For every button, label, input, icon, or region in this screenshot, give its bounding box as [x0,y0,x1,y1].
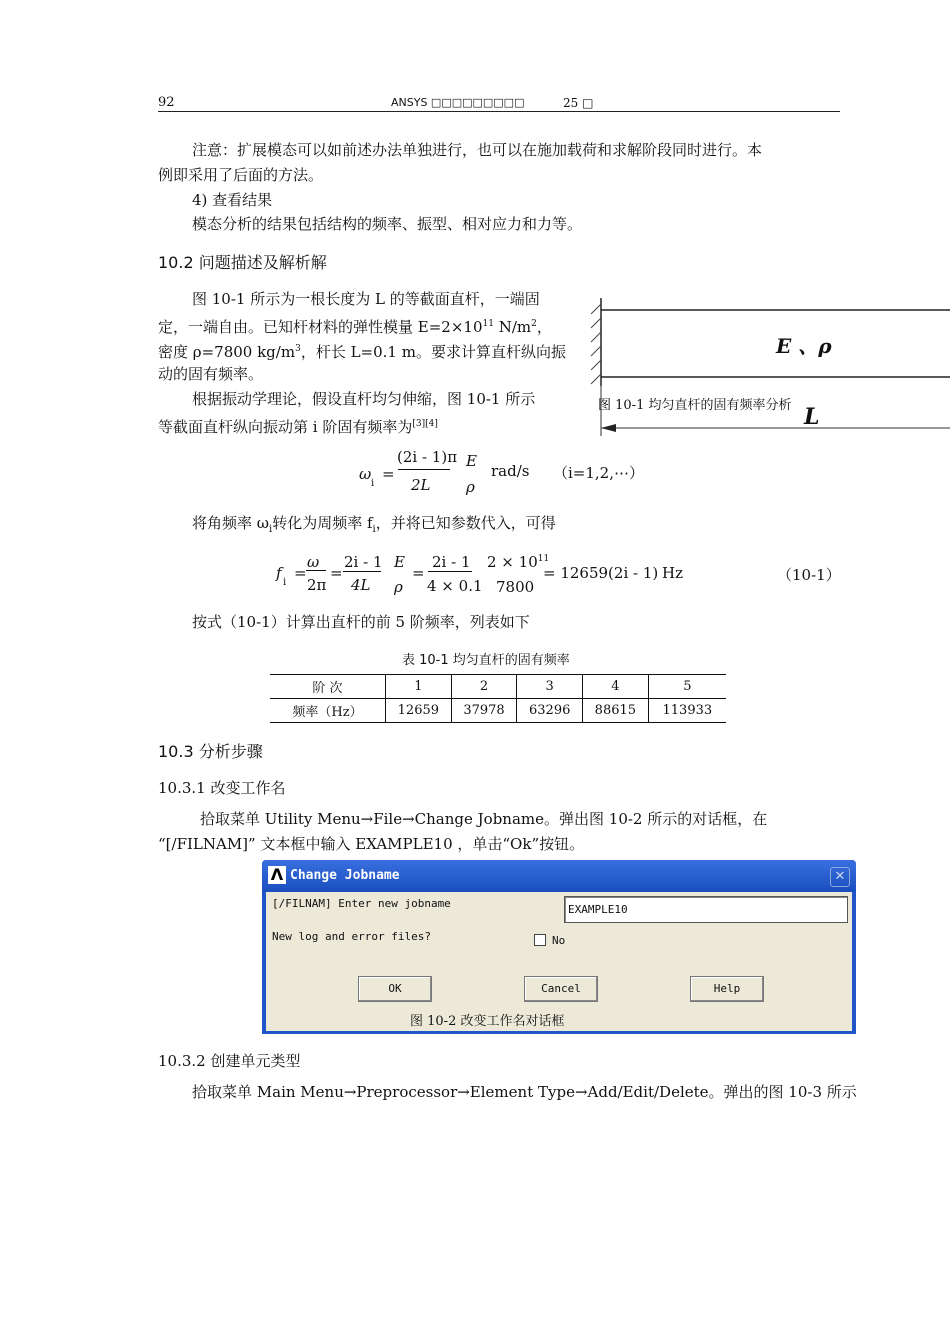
cancel-button[interactable]: Cancel [524,976,598,1002]
p1-line-2: 定，一端自由。已知杆材料的弹性模量 $E=2\times 10^{11}$ $N/m^2$， [158,318,552,336]
f2-t3-den: 4 × 0.1 [427,577,483,595]
table-10-1 [270,674,726,723]
table-row [270,699,726,723]
f2-t2-sqrt-num: E [394,553,405,571]
f2-t3-sqrt-den: 7800 [496,578,535,596]
f2-t1-num: ω [307,553,320,571]
f2-unit: Hz [662,564,683,582]
header-rule [158,111,840,112]
dialog-title-bar[interactable] [262,860,856,892]
no-checkbox-label: No [552,934,566,947]
sub1-line-1: 拾取菜单 Utility Menu→File→Change Jobname。弹出图 10-2 所示的对话框，在 [200,810,768,828]
table-cell: 113933 [648,699,726,723]
label-length: L [804,404,820,430]
close-icon[interactable]: ✕ [830,867,850,887]
label-e-rho: E 、ρ [776,334,832,358]
p1-line-3: 密度 ρ=7800 $kg/m^3$，杆长 L=0.1 m。要求计算直杆纵向振 [158,343,566,361]
subsection-10-3-2-heading: 10.3.2 创建单元类型 [158,1052,301,1070]
section-10-3-heading: 10.3 分析步骤 [158,742,263,761]
f2-lhs-sub: i [283,577,287,588]
sub2-line-1: 拾取菜单 Main Menu→Preprocessor→Element Type→Add/Edit/Delete。弹出的图 10-3 所示 [192,1083,857,1101]
f1-lhs-sub: i [371,478,375,489]
f2-eq3: = [412,564,425,582]
change-jobname-dialog [262,860,856,1034]
table-cell: 1 [386,675,452,699]
table-cell: 阶 次 [270,675,386,699]
f1-lhs: ω [359,465,372,483]
f2-eq-number: （10-1） [777,566,841,584]
no-checkbox[interactable] [534,934,546,946]
f2-t1-den: 2π [307,576,327,594]
dialog-title: Change Jobname [290,868,400,883]
f1-sqrt-num: E [466,452,477,470]
table-row [270,675,726,699]
results-text: 模态分析的结果包括结构的频率、振型、相对应力和力等。 [192,215,583,233]
f2-t2-sqrt-den: ρ [394,578,403,596]
filnam-label: [/FILNAM] Enter new jobname [272,897,451,910]
table-cell: 88615 [583,699,649,723]
jobname-input[interactable]: EXAMPLE10 [564,896,848,923]
table-cell: 37978 [451,699,517,723]
f2-t2-bar [343,571,381,572]
figure-10-1 [588,290,950,440]
f1-fraction-bar [398,469,450,470]
f2-t1-bar [306,570,326,571]
f2-t2-num: 2i - 1 [344,553,383,571]
help-button[interactable]: Help [690,976,764,1002]
f2-result: = 12659(2i - 1) [543,564,659,582]
p1-line-1: 图 10-1 所示为一根长度为 L 的等截面直杆，一端固 [192,290,540,308]
f2-eq2: = [330,564,343,582]
f2-t3-sqrt-num: $2 \times 10^{11}$ [487,553,550,571]
f2-t3-bar [428,571,472,572]
p2-line-2: 等截面直杆纵向振动第 i 阶固有频率为[3][4] [158,418,438,436]
dialog-caption: 图 10-2 改变工作名对话框 [410,1014,565,1029]
f2-t3-num: 2i - 1 [432,553,471,571]
f1-den: 2L [411,476,431,494]
subsection-10-3-1-heading: 10.3.1 改变工作名 [158,779,286,797]
note-line-2: 例即采用了后面的方法。 [158,166,324,184]
figure-10-1-caption: 图 10-1 均匀直杆的固有频率分析 [598,398,792,413]
step-4: 4) 查看结果 [192,191,273,209]
log-files-label: New log and error files? [272,930,431,943]
table-cell: 12659 [386,699,452,723]
p1-line-4: 动的固有频率。 [158,365,264,383]
ansys-logo-icon: Λ [268,866,286,884]
table-10-1-caption: 表 10-1 均匀直杆的固有频率 [402,653,570,668]
dialog-body [266,892,852,1031]
ok-button[interactable]: OK [358,976,432,1002]
book-title: ANSYS □□□□□□□□□ [391,96,525,109]
table-cell: 4 [583,675,649,699]
sub1-line-2: “[/FILNAM]” 文本框中输入 EXAMPLE10 ，单击“Ok”按钮。 [158,835,585,853]
p2-line-1: 根据振动学理论，假设直杆均匀伸缩，图 10-1 所示 [192,390,536,408]
f1-condition: （i=1,2,⋯） [553,464,644,482]
f2-eq1: = [294,564,307,582]
table-cell: 5 [648,675,726,699]
f2-t2-den: 4L [351,576,371,594]
f1-num: (2i - 1)π [397,448,458,466]
f1-eq: = [382,465,395,483]
page-number: 92 [158,95,175,110]
table-cell: 63296 [517,699,583,723]
f1-sqrt-den: ρ [466,478,475,496]
table-cell: 3 [517,675,583,699]
chapter-label: 25 □ [563,96,594,110]
f1-unit: rad/s [491,462,530,480]
calc-text: 按式（10-1）计算出直杆的前 5 阶频率，列表如下 [192,613,530,631]
table-cell: 频率（Hz） [270,699,386,723]
table-cell: 2 [451,675,517,699]
note-line-1: 注意：扩展模态可以如前述办法单独进行，也可以在施加载荷和求解阶段同时进行。本 [192,141,763,159]
convert-text: 将角频率 $\omega_i$转化为周频率 $f_i$，并将已知参数代入，可得 [192,514,556,535]
f2-lhs: f [276,564,282,582]
section-10-2-heading: 10.2 问题描述及解析解 [158,253,327,272]
bar-diagram [588,290,950,440]
